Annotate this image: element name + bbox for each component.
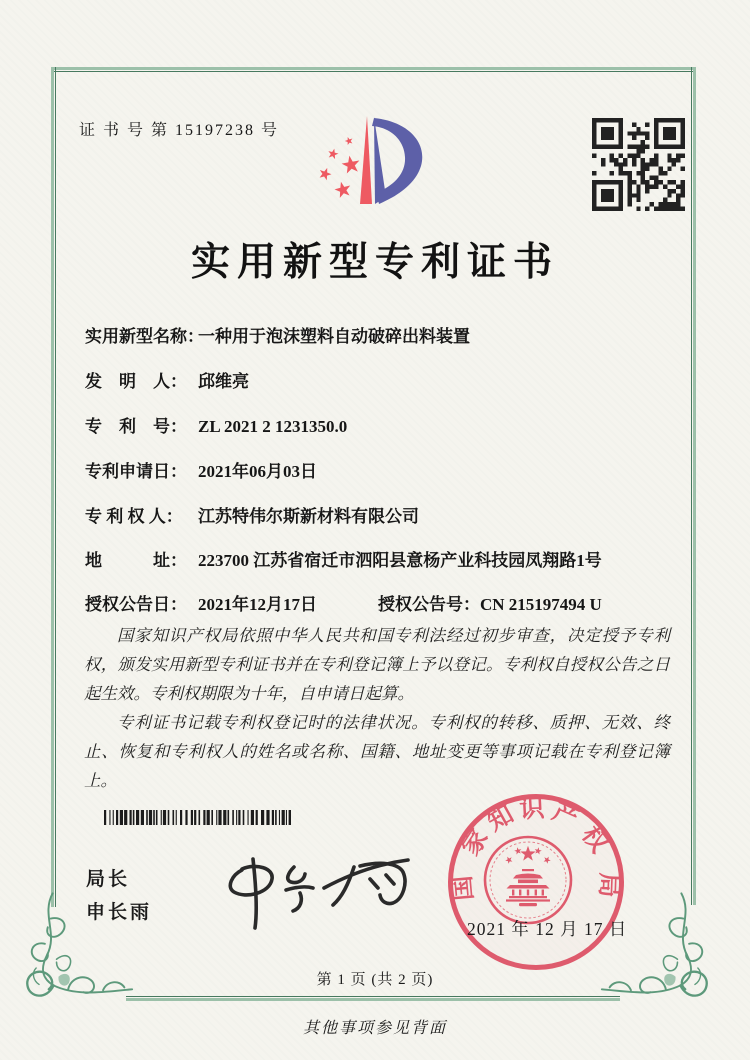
frame-right-line [690,67,696,905]
field-label: 专 利 权 人： [85,507,183,526]
certificate-number: 证 书 号 第 15197238 号 [79,122,280,139]
official-seal [448,794,624,970]
field-label: 授权公告号： [378,595,480,614]
field-address [85,546,602,571]
field-utility-model-name [85,322,470,347]
field-value: ZL 2021 2 1231350.0 [198,417,348,436]
field-label: 实用新型名称： [85,327,204,346]
field-label: 专 利 号： [85,417,187,436]
field-filing-date [85,457,317,482]
certificate-title: 实用新型专利证书 [190,241,559,284]
field-inventor [85,367,249,392]
barcode [104,810,291,825]
legal-text [84,621,670,795]
field-patent-number [85,412,347,437]
field-patentee [85,502,419,527]
field-value: 一种用于泡沫塑料自动破碎出料装置 [198,327,470,346]
cnipa-logo-icon [308,104,450,218]
seal-char: 家 [457,824,494,861]
director-name: 申长雨 [86,902,153,923]
signature [212,833,427,941]
frame-left-line [51,67,57,907]
field-value: 江苏特伟尔斯新材料有限公司 [198,507,419,526]
national-emblem-icon [480,832,576,928]
seal-date: 2021 年 12 月 17 日 [467,919,628,939]
field-label: 发 明 人： [85,372,187,391]
director-title: 局长 [86,869,131,890]
field-grant-date [85,590,317,615]
seal-char: 知 [483,800,519,837]
seal-char: 识 [518,795,546,824]
frame-bottom-line [126,995,620,1001]
seal-char: 国 [448,874,479,902]
legal-paragraph-1: 国家知识产权局依照中华人民共和国专利法经过初步审查，决定授予专利权，颁发实用新型专利证书并在专利登记簿上予以登记。专利权自授权公告之日起生效。专利权期限为十年，自申请日起算。 [84,626,670,703]
field-value: CN 215197494 U [480,595,602,614]
field-value: 邱维亮 [198,372,249,391]
seal-char: 产 [548,798,583,833]
field-value: 223700 江苏省宿迁市泗阳县意杨产业科技园凤翔路1号 [198,551,602,570]
seal-char: 局 [594,872,623,898]
seal-char: 权 [576,821,613,858]
field-grant-number [378,590,602,615]
field-label: 地 址： [85,551,187,570]
field-label: 专利申请日： [85,462,187,481]
legal-paragraph-2: 专利证书记载专利权登记时的法律状况。专利权的转移、质押、无效、终止、恢复和专利权人的姓名或名称、国籍、地址变更等事项记载在专利登记簿上。 [84,713,670,790]
field-value: 2021年06月03日 [198,462,317,481]
frame-top-line [51,67,696,73]
page-number: 第 1 页 (共 2 页) [316,972,434,988]
qr-code [592,118,685,211]
field-value: 2021年12月17日 [198,595,317,614]
back-note: 其他事项参见背面 [302,1020,447,1037]
field-label: 授权公告日： [85,595,187,614]
